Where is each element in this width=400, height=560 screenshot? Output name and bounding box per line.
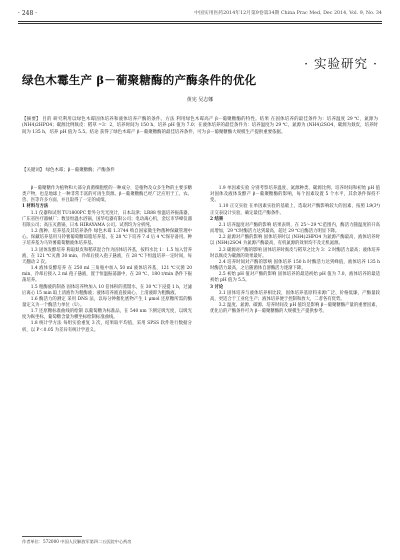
keywords: 【关键词】 绿色木霉；β－葡聚糖酶；产酶条件 [22,168,115,173]
paragraph: 1.10 正交实验 在单因素实验的基础上，选取对产酶影响较大的因素，按照 L9(3⁴) 正交表设计实验，确定最佳产酶条件。 [210,204,380,216]
journal-citation: 中国实用医药2014年12月第9卷第34期 China Prac Med, Dec 2014, Vol. 9, No. 34 [194,11,382,16]
paragraph: 1.3 固体发酵培养 称取麸皮和稻草混合作为固体培养基，按料水比 1：1.5 加入营养液，在 121 ℃灭菌 30 min，冷却后接入孢子悬液，在 28 ℃下恒温培养一定时间，每天翻动 2 次。 [22,247,192,265]
authors: 黄宪 吴志娜 [186,97,214,103]
paragraph: 1.2 菌种、培养基及其培养条件 绿色木霉 1.3744 购自国家微生物菌种保藏管理中心。保藏培养基用马铃薯葡萄糖琼脂培养基，在 28 ℃下培养 7 d 后 4 ℃保存备用。种子培养基为马铃薯葡萄糖液体培养基。 [22,229,192,247]
paragraph: β－葡聚糖作为植物和大部分真菌细胞壁的一种成分，是植物及众多生物的主要多糖类产物，也是地球上一种非常丰富的可再生资源。β－葡聚糖酶已经广泛应用于工、农、兽、医等许多方面，并且取得了一定的成绩。 [22,186,192,204]
article-title: 绿色木霉生产 β－葡聚糖酶的产酶条件的优化 [22,73,257,87]
paragraph: 1.1 仪器和试剂 TU1800PC 紫外分光光度计，日本岛津；LR88 恒温培养振荡器，广东省医疗器械厂；数显恒温水浴锅，国华电器有限公司；电动离心机，金坛市华峰仪器有限公司；高压灭菌锅，日本 HIRAYAMA 公司。试剂均为分析纯。 [22,210,192,228]
footnote-rule [22,536,82,537]
paragraph: 3.1 固体培养与液体培养相比较，固体培养基原料来源广泛、价格低廉，产酶量较高，更适合于工业化生产；液体培养便于控制和放大，二者各有优势。 [210,290,380,302]
paragraph: 1.5 粗酶液的制备 固体培养物加入 10 倍体积的蒸馏水，在 30 ℃下浸提 1 h，过滤后离心 15 min 取上清液作为粗酶液；液体培养液直接离心，上清液即为粗酶液。 [22,284,192,296]
footnote: 作者单位：572000 中国人民解放军第四二五医院中心药房 [22,539,132,544]
section-heading: 2 结果 [210,216,224,222]
paragraph: 3.2 温度、氮源、碳源、培养时间及 pH 值均是影响 β－葡聚糖酶产量的重要因素，优化后的产酶条件可为 β－葡聚糖酶的大规模生产提供参考。 [210,302,380,315]
section-label: · 实验研究 · [304,56,378,71]
paragraph: 1.4 液体发酵培养 在 250 ml 三角瓶中加入 50 ml 液体培养基，121 ℃灭菌 20 min，冷却后接入 2 ml 孢子悬液，置于恒温振荡器中，在 28 ℃、180 r/min 条件下振荡培养。 [22,266,192,284]
paragraph: 1.9 单因素实验 分别考察培养温度、氮源种类、碳源比例、培养时间和初始 pH 值对固体及液体发酵产 β－葡聚糖酶的影响，每个因素设置 5 个水平，其余条件保持不变。 [210,186,380,204]
paragraph: 2.3 碳源对产酶的影响 固体培养时麸皮与稻草之比为 3：2 时酶活力最高；液体培养时以麸皮为碳源的效果最好。 [210,247,380,259]
paragraph: 2.5 初始 pH 值对产酶的影响 固体培养的最适初始 pH 值为 7.0，液体培养的最适初始 pH 值为 5.5。 [210,272,380,284]
header-rule [18,21,382,24]
page-number: · 248 · [18,10,38,17]
paragraph: 2.4 培养时间对产酶的影响 固体培养 150 h 时酶活力达到峰值，液体培养 135 h 时酶活力最高，之后随菌体自溶酶活力逐渐下降。 [210,259,380,272]
abstract: 【摘要】 目的 研究利用以绿色木霉固体培养和液体培养产酶的条件。方法 利用绿色木霉高产 β－葡聚糖酶的特性。结果 在固体培养的最佳条件为：培养温度 29 ℃，氮源为 (NH4)2HPO4；碳源比例麸皮：稻草 =3：2，培养时间为 150 h，培养 pH 值为 7.0；在液体培养的最佳条件为：培养温度为 29 ℃，氮源为 (NH4)2SO4，碳源为麸皮，培养时间为 135 h，培养 pH 值为 5.5。结论 获得了绿色木霉产 β－葡聚糖酶的最佳培养条件，可为 β－葡聚糖酶大规模生产提供重要依据。 [22,117,378,135]
paragraph: 1.6 酶活力的测定 采用 DNS 法，以每分钟催化底物产生 1 μmol 还原糖所需的酶量定义为一个酶活力单位（U）。 [22,296,192,308]
paragraph: 1.7 还原糖标准曲线的绘制 以葡萄糖为标准品，在 540 nm 下测定吸光度，以吸光度为纵坐标，葡萄糖含量为横坐标绘制标准曲线。 [22,309,192,321]
paragraph: 1.8 统计学方法 每组实验重复 3 次，结果取平均值，采用 SPSS 软件进行数据分析，以 P＜0.05 为差异有统计学意义。 [22,321,192,333]
paragraph: 2.1 培养温度对产酶的影响 结果表明，在 25～29 ℃范围内，酶活力随温度的升高而增加，29 ℃时酶活力达到最高，超过 29 ℃后酶活力明显下降。 [210,222,380,235]
right-column [210,186,380,315]
running-header [18,9,382,19]
left-column [22,186,192,334]
section-heading: 3 讨论 [210,284,224,290]
section-heading: 1 材料与方法 [22,204,49,210]
paragraph: 2.2 氮源对产酶的影响 固体培养时以 (NH4)2HPO4 为氮源产酶最高，液体培养时以 (NH4)2SO4 为氮源产酶最高，有机氮源的效果均不及无机氮源。 [210,235,380,247]
